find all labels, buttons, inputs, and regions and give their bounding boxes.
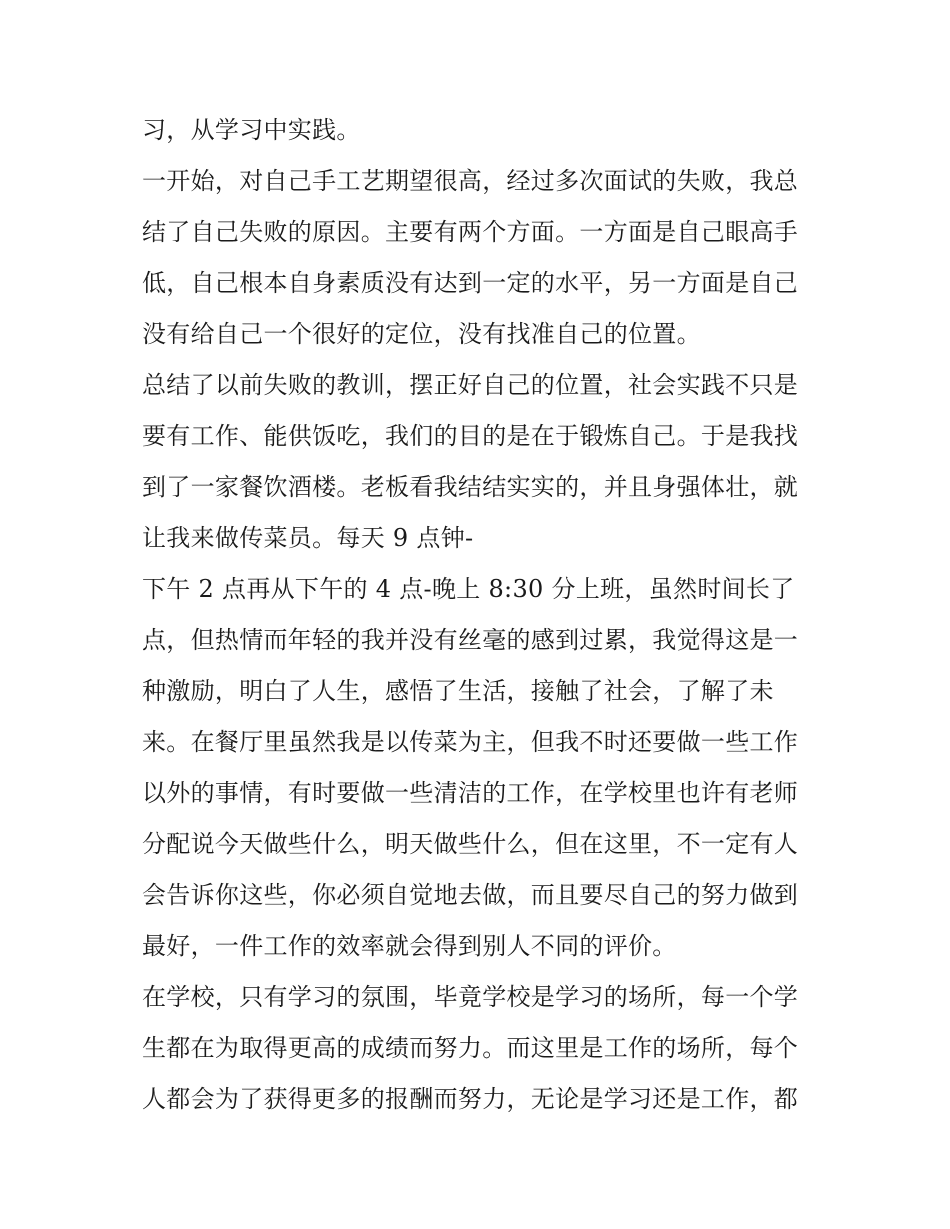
text-line: 点，但热情而年轻的我并没有丝毫的感到过累，我觉得这是一	[142, 626, 799, 654]
text-line: 总结了以前失败的教训，摆正好自己的位置，社会实践不只是	[142, 371, 799, 399]
text-line: 最好，一件工作的效率就会得到别人不同的评价。	[142, 932, 677, 960]
text-line: 种激励，明白了人生，感悟了生活，接触了社会，了解了未	[142, 677, 774, 705]
text-line: 让我来做传菜员。每天 9 点钟-	[142, 524, 474, 552]
text-line: 一开始，对自己手工艺期望很高，经过多次面试的失败，我总	[142, 167, 799, 195]
text-line: 下午 2 点再从下午的 4 点-晚上 8:30 分上班，虽然时间长了	[142, 575, 795, 603]
text-line: 来。在餐厅里虽然我是以传菜为主，但我不时还要做一些工作	[142, 728, 799, 756]
text-line: 结了自己失败的原因。主要有两个方面。一方面是自己眼高手	[142, 218, 799, 246]
text-line: 没有给自己一个很好的定位，没有找准自己的位置。	[142, 320, 701, 348]
text-line: 分配说今天做些什么，明天做些什么，但在这里，不一定有人	[142, 830, 799, 858]
text-line: 要有工作、能供饭吃，我们的目的是在于锻炼自己。于是我找	[142, 422, 799, 450]
text-line: 人都会为了获得更多的报酬而努力，无论是学习还是工作，都	[142, 1085, 799, 1113]
text-line: 以外的事情，有时要做一些清洁的工作，在学校里也许有老师	[142, 779, 799, 807]
text-line: 生都在为取得更高的成绩而努力。而这里是工作的场所，每个	[142, 1034, 799, 1062]
text-line: 习，从学习中实践。	[142, 116, 361, 144]
text-line: 在学校，只有学习的氛围，毕竟学校是学习的场所，每一个学	[142, 983, 799, 1011]
text-line: 低，自己根本自身素质没有达到一定的水平，另一方面是自己	[142, 269, 799, 297]
text-line: 会告诉你这些，你必须自觉地去做，而且要尽自己的努力做到	[142, 881, 799, 909]
text-line: 到了一家餐饮酒楼。老板看我结结实实的，并且身强体壮，就	[142, 473, 799, 501]
